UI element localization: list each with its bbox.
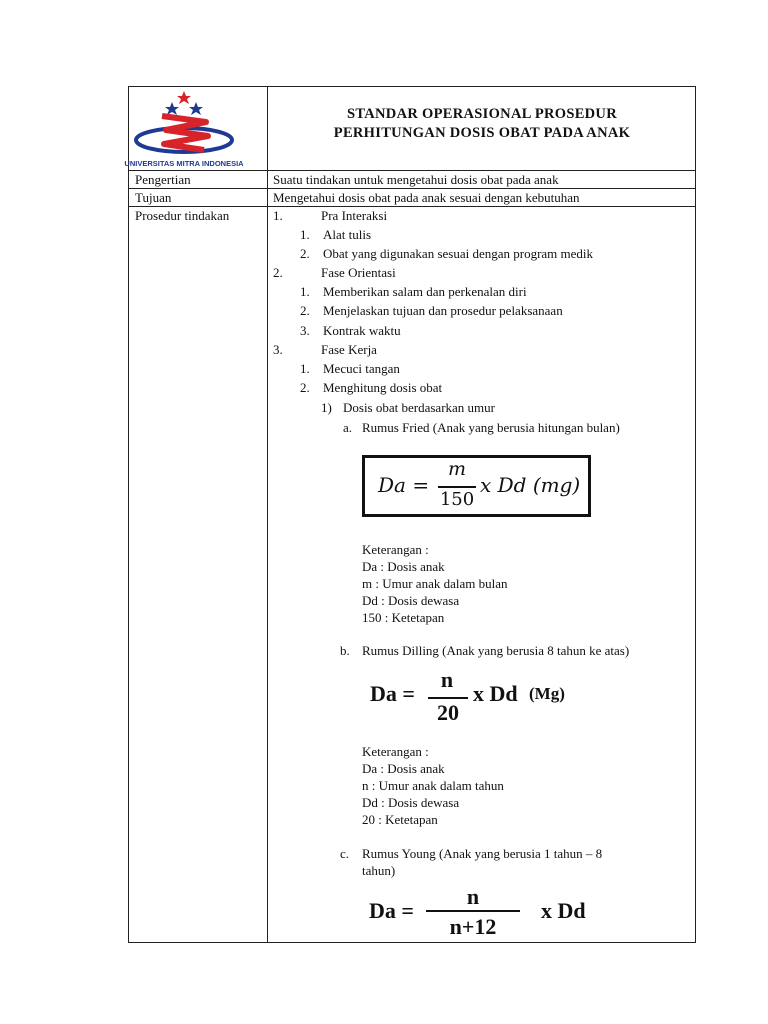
row-text-tujuan: Mengetahui dosis obat pada anak sesuai dengan kebutuhan [273,190,580,205]
list-item: Obat yang digunakan sesuai dengan program medik [323,246,594,261]
formula-rhs: x Dd [473,681,518,706]
formula-heading-young: Rumus Young (Anak yang berusia 1 tahun – 8 [362,846,603,861]
list-item: Menghitung dosis obat [323,380,443,395]
column-divider [267,86,268,943]
phase-heading: Fase Kerja [321,342,377,357]
row-divider [128,206,696,207]
list-number: 1. [300,227,310,242]
list-item: Mecuci tangan [323,361,400,376]
legend-item: m : Umur anak dalam bulan [362,576,508,591]
svg-text:UNIVERSITAS MITRA INDONESIA: UNIVERSITAS MITRA INDONESIA [124,159,244,168]
document-title-line2: PERHITUNGAN DOSIS OBAT PADA ANAK [333,125,631,141]
legend-item: 150 : Ketetapan [362,610,445,625]
list-number: a. [343,420,353,435]
list-number: 1) [321,400,332,415]
legend-item: Da : Dosis anak [362,559,445,574]
list-number: 2. [300,380,310,395]
phase-heading: Pra Interaksi [321,208,388,223]
formula-denominator: 20 [437,700,459,725]
list-item: Alat tulis [323,227,372,242]
formula-rhs: x Dd (mg) [480,473,581,497]
list-number: c. [340,846,350,861]
list-number: 1. [300,284,310,299]
legend-item: Dd : Dosis dewasa [362,795,460,810]
list-number: b. [340,643,350,658]
list-number: 1. [300,361,310,376]
formula-denominator: n+12 [449,914,497,939]
fraction-bar [438,486,476,488]
university-logo [124,88,244,170]
formula-lhs: Da = [370,681,415,706]
legend-title: Keterangan : [362,542,429,557]
formula-numerator: m [447,458,467,480]
legend-item: Dd : Dosis dewasa [362,593,460,608]
list-item: Kontrak waktu [323,323,401,338]
list-number: 1. [273,208,283,223]
list-number: 3. [273,342,283,357]
list-item: Menjelaskan tujuan dan prosedur pelaksanaan [323,303,563,318]
list-number: 2. [273,265,283,280]
row-label-tujuan: Tujuan [135,190,172,205]
formula-unit: (Mg) [529,684,565,703]
row-label-pengertian: Pengertian [135,172,191,187]
legend-item: 20 : Ketetapan [362,812,438,827]
formula-lhs: Da = [369,898,414,923]
list-number: 3. [300,323,310,338]
list-number: 2. [300,246,310,261]
row-divider [128,170,696,171]
document-title-line1: STANDAR OPERASIONAL PROSEDUR [347,106,617,122]
row-divider [128,188,696,189]
legend-title: Keterangan : [362,744,429,759]
formula-denominator: 150 [439,489,475,510]
list-number: 2. [300,303,310,318]
phase-heading: Fase Orientasi [321,265,396,280]
row-label-prosedur: Prosedur tindakan [135,208,230,223]
list-item: Dosis obat berdasarkan umur [343,400,495,415]
formula-heading-dilling: Rumus Dilling (Anak yang berusia 8 tahun ke atas) [362,643,630,658]
formula-numerator: n [440,667,454,692]
formula-rhs: x Dd [541,898,586,923]
fraction-bar [428,697,468,699]
legend-item: n : Umur anak dalam tahun [362,778,504,793]
formula-heading-fried: Rumus Fried (Anak yang berusia hitungan bulan) [362,420,620,435]
fraction-bar [426,910,520,912]
formula-numerator: n [466,884,480,909]
formula-heading-young-cont: tahun) [362,863,396,878]
list-item: Memberikan salam dan perkenalan diri [323,284,527,299]
formula-lhs: Da = [378,473,430,497]
row-text-pengertian: Suatu tindakan untuk mengetahui dosis obat pada anak [273,172,559,187]
legend-item: Da : Dosis anak [362,761,445,776]
